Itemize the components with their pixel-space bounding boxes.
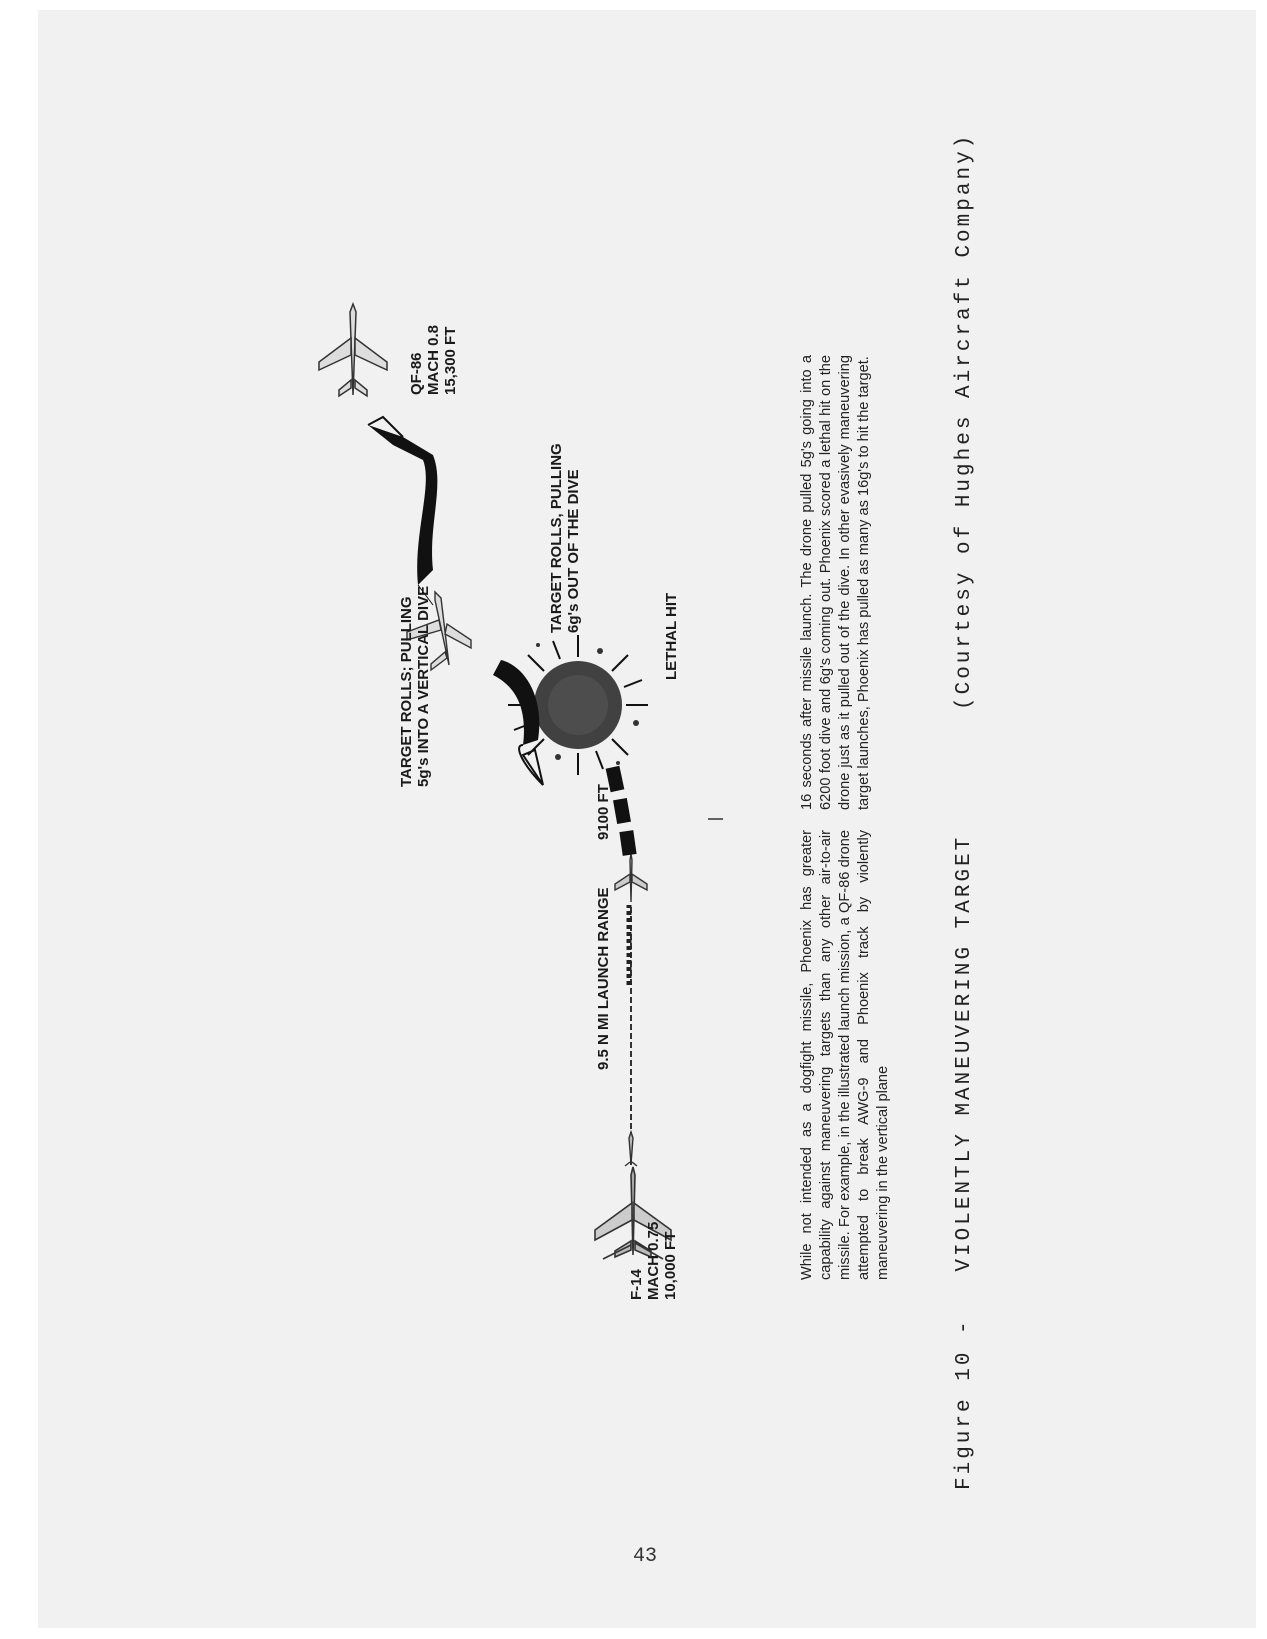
right-paragraph: 16 seconds after missile launch. The drone pulled 5g's going into a 6200 foot dive and 6g's coming out. Phoenix scored a lethal hit on the drone just as it pulled out of the dive. In other evasively maneuvering target launches, Phoenix has pulled as many as 16g's to hit the target. <box>799 355 872 810</box>
chase-aircraft-icon <box>615 854 647 902</box>
f14-altitude-label: 10,000 FT <box>662 1231 679 1300</box>
altitude-9100-label: 9100 FT <box>595 784 612 840</box>
launch-range-line <box>629 905 631 1165</box>
document-page <box>38 10 1256 1628</box>
lethal-hit-label: LETHAL HIT <box>663 592 680 680</box>
target-pull-label-2: 6g's OUT OF THE DIVE <box>565 469 582 633</box>
target-dive-label-2: 5g's INTO A VERTICAL DIVE <box>415 585 432 787</box>
target-path-upper <box>368 417 437 605</box>
figure-title: Figure 10 - VIOLENTLY MANEUVERING TARGET <box>953 834 976 1490</box>
rotated-figure <box>183 105 1103 1545</box>
qf86-aircraft-icon <box>319 304 387 396</box>
page-number: 43 <box>633 1545 658 1568</box>
figure-credit: (Courtesy of Hughes Aircraft Company) <box>953 132 976 710</box>
qf86-speed-label: MACH 0.8 <box>425 324 442 395</box>
left-paragraph: While not intended as a dogfight missile, Phoenix has greater capability against maneuvering targets than any other air-to-air missile. For example, in the illustrated launch mission, a QF-86 drone attempted to break AWG-9 and Phoenix track by violently maneuvering in the vertical plane <box>799 830 891 1280</box>
f14-speed-label: MACH 0.75 <box>645 1221 662 1300</box>
qf86-name-label: QF-86 <box>408 352 425 395</box>
launch-range-label: 9.5 N MI LAUNCH RANGE <box>595 887 612 1070</box>
qf86-altitude-label: 15,300 FT <box>442 326 459 395</box>
target-path-lower <box>493 660 543 785</box>
target-dive-label-1: TARGET ROLLS; PULLING <box>398 596 415 787</box>
f14-name-label: F-14 <box>628 1269 645 1300</box>
missile-icon <box>625 1132 637 1166</box>
target-pull-label-1: TARGET ROLLS, PULLING <box>548 443 565 633</box>
